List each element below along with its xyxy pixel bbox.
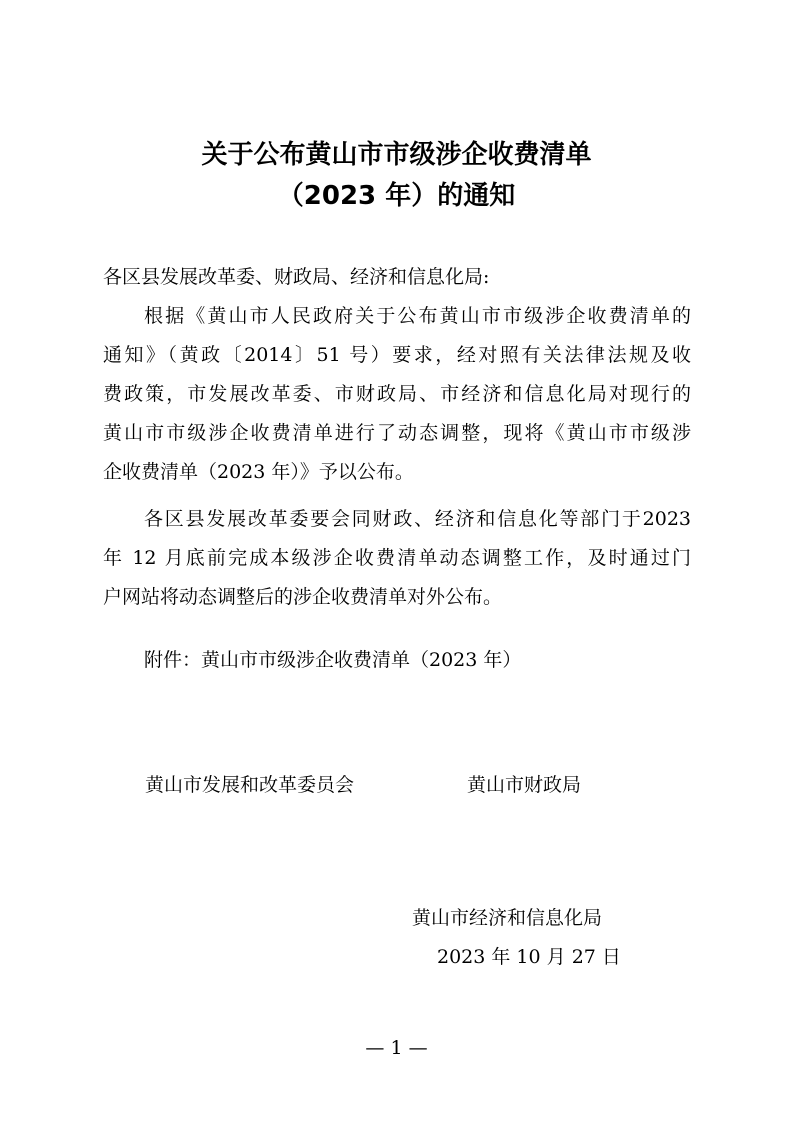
paragraph-line: 户网站将动态调整后的涉企收费清单对外公布。	[103, 586, 503, 608]
paragraph-line: 各区县发展改革委要会同财政、经济和信息化等部门于2023	[144, 508, 691, 530]
paragraph-line: 企收费清单（2023 年）》予以公布。	[103, 461, 414, 483]
paragraph-line: 年 12 月底前完成本级涉企收费清单动态调整工作，及时通过门	[103, 547, 691, 569]
paragraph-line: 通知》（黄政〔2014〕51 号）要求，经对照有关法律法规及收	[103, 344, 691, 366]
signature-development-reform-commission: 黄山市发展和改革委员会	[145, 774, 355, 796]
signature-finance-bureau: 黄山市财政局	[467, 774, 582, 796]
attachment-line: 附件：黄山市市级涉企收费清单（2023 年）	[144, 649, 522, 671]
salutation: 各区县发展改革委、财政局、经济和信息化局:	[103, 266, 490, 288]
document-title-line-1: 关于公布黄山市市级涉企收费清单	[201, 140, 592, 170]
page-number: — 1 —	[365, 1037, 428, 1059]
signature-economy-information-bureau: 黄山市经济和信息化局	[412, 907, 603, 929]
paragraph-line: 费政策，市发展改革委、市财政局、市经济和信息化局对现行的	[103, 383, 691, 405]
issue-date: 2023 年 10 月 27 日	[437, 946, 621, 968]
document-title-line-2: （2023 年）的通知	[277, 181, 516, 211]
paragraph-line: 根据《黄山市人民政府关于公布黄山市市级涉企收费清单的	[144, 305, 691, 327]
paragraph-line: 黄山市市级涉企收费清单进行了动态调整，现将《黄山市市级涉	[103, 422, 691, 444]
